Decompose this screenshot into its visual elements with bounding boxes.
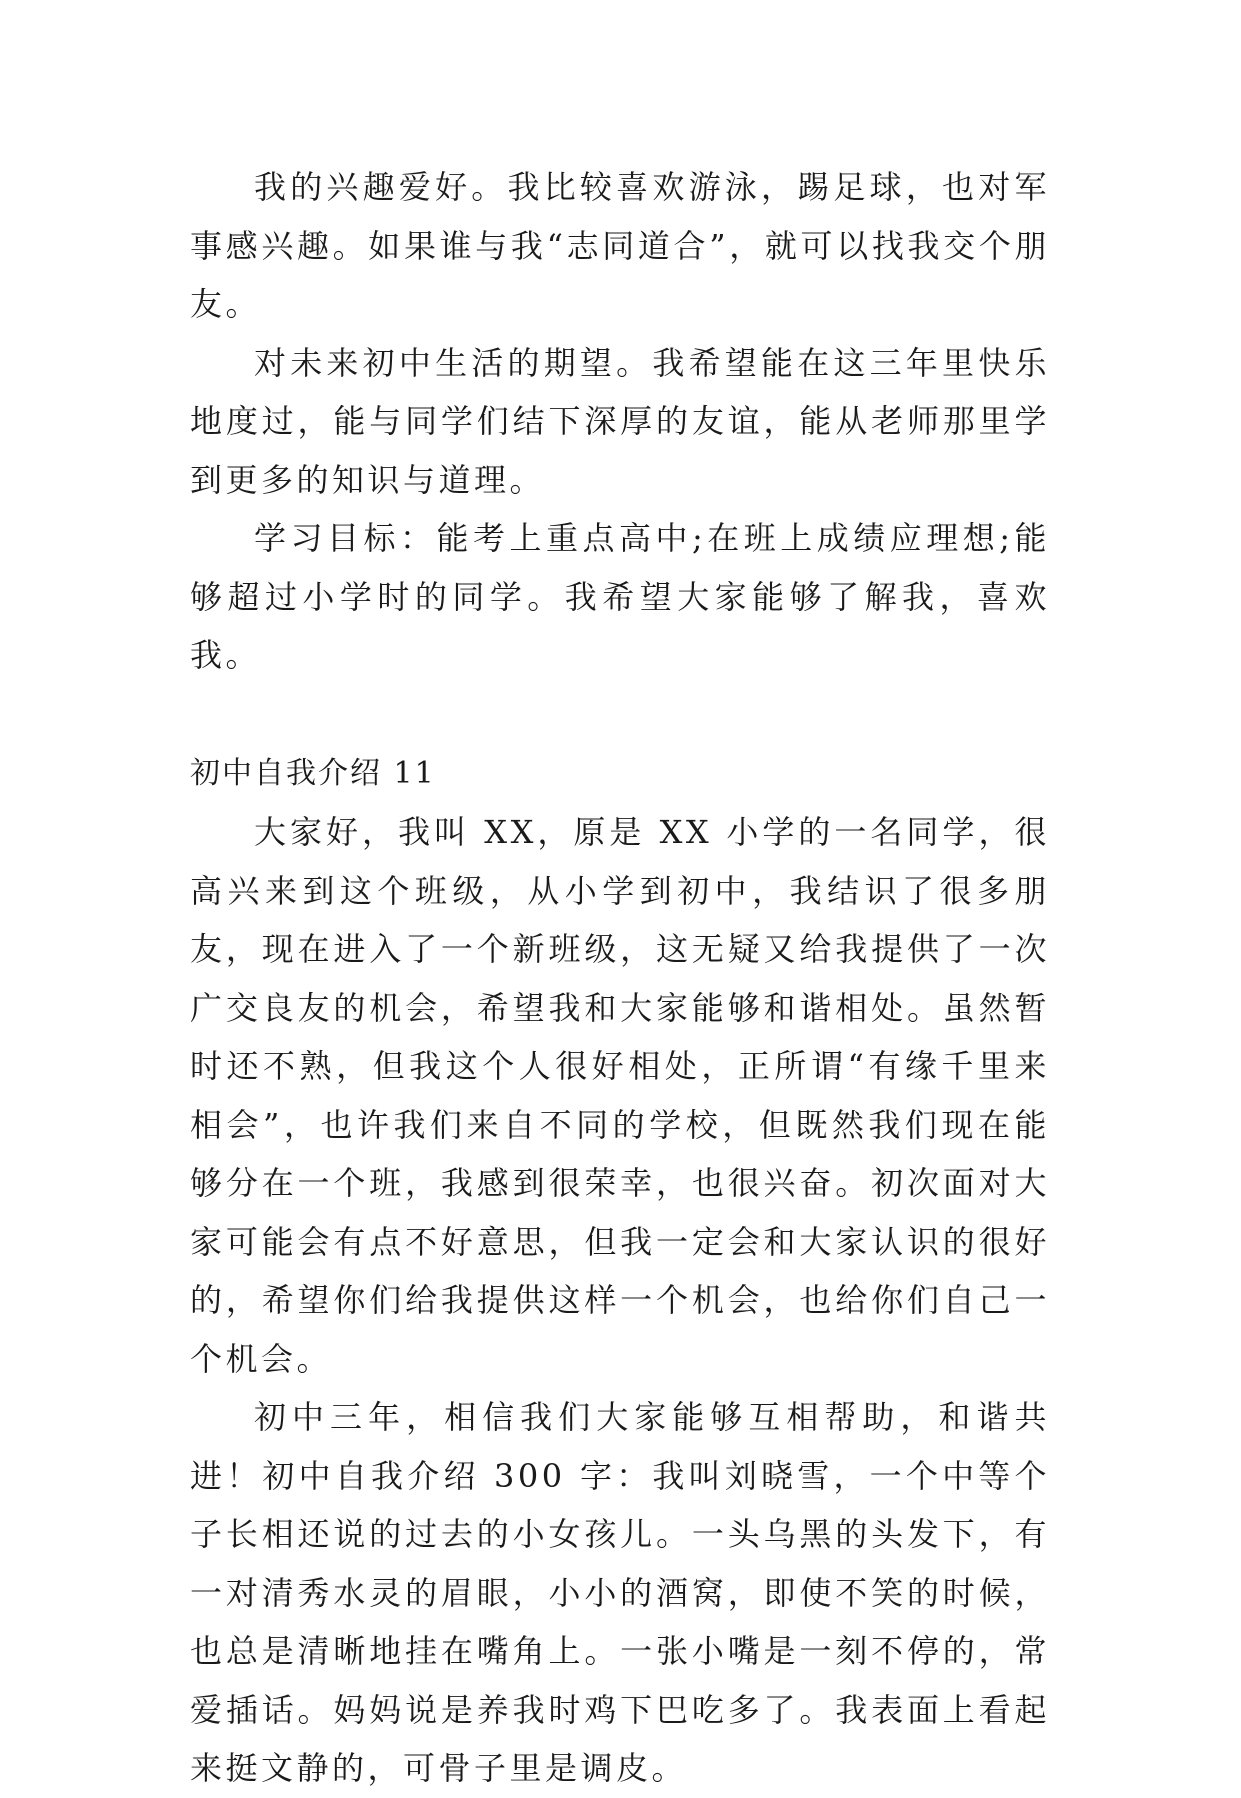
paragraph-expectations: 对未来初中生活的期望。我希望能在这三年里快乐地度过，能与同学们结下深厚的友谊，能从老师那里学到更多的知识与道理。 — [190, 343, 1050, 499]
section-heading: 初中自我介绍 11 — [190, 755, 436, 791]
paragraph-study-goals: 学习目标：能考上重点高中;在班上成绩应理想;能够超过小学时的同学。我希望大家能够了解我，喜欢我。 — [190, 519, 1050, 674]
section-spacer — [190, 685, 1050, 745]
paragraph-hobbies: 我的兴趣爱好。我比较喜欢游泳，踢足球，也对军事感兴趣。如果谁与我“志同道合”，就可以找我交个朋友。 — [190, 168, 1050, 323]
paragraph-introduction: 大家好，我叫 XX，原是 XX 小学的一名同学，很高兴来到这个班级，从小学到初中，我结识了很多朋友，现在进入了一个新班级，这无疑又给我提供了一次广交良友的机会，希望我和大家能够和谐相处。虽然暂时还不熟，但我这个人很好相处，正所谓“有缘千里来相会”，也许我们来自不同的学校，但既然我们现在能够分在一个班，我感到很荣幸，也很兴奋。初次面对大家可能会有点不好意思，但我一定会和大家认识的很好的，希望你们给我提供这样一个机会，也给你们自己一个机会。 — [190, 813, 1050, 1378]
document-body — [190, 158, 1050, 1798]
paragraph-closing: 初中三年，相信我们大家能够互相帮助，和谐共进！初中自我介绍 300 字：我叫刘晓雪，一个中等个子长相还说的过去的小女孩儿。一头乌黑的头发下，有一对清秀水灵的眉眼，小小的酒窝，即使不笑的时候，也总是清晰地挂在嘴角上。一张小嘴是一刻不停的，常爱插话。妈妈说是养我时鸡下巴吃多了。我表面上看起来挺文静的，可骨子里是调皮。 — [190, 1398, 1050, 1787]
